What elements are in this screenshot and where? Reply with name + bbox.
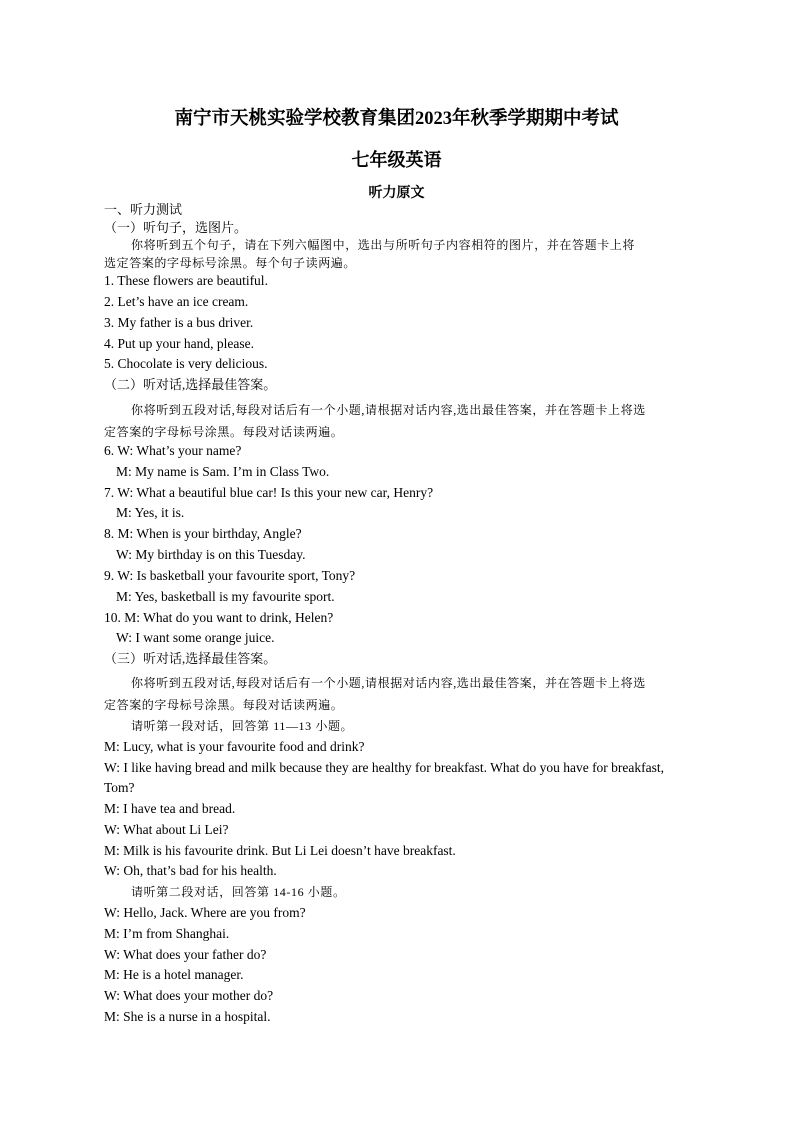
transcript-line: 1. These flowers are beautiful. xyxy=(104,273,268,288)
transcript-line: 请听第二段对话，回答第 14-16 小题。 xyxy=(131,885,346,899)
transcript-line: W: Hello, Jack. Where are you from? xyxy=(104,905,306,920)
transcript-line: M: I’m from Shanghai. xyxy=(104,926,230,941)
transcript-line: 9. W: Is basketball your favourite sport, Tony? xyxy=(104,568,356,583)
transcript-line: M: Lucy, what is your favourite food and drink? xyxy=(104,739,365,754)
transcript-line: （三）听对话,选择最佳答案。 xyxy=(104,651,277,666)
transcript-line: M: She is a nurse in a hospital. xyxy=(104,1009,271,1024)
transcript-line: M: Yes, it is. xyxy=(116,505,185,520)
exam-subtitle: 七年级英语 xyxy=(351,150,442,170)
exam-title: 南宁市天桃实验学校教育集团2023年秋季学期期中考试 xyxy=(174,109,619,129)
transcript-line: 选定答案的字母标号涂黑。每个句子读两遍。 xyxy=(104,256,357,270)
transcript-line: M: I have tea and bread. xyxy=(104,801,236,816)
transcript-line: W: What about Li Lei? xyxy=(104,822,229,837)
transcript-line: W: What does your mother do? xyxy=(104,988,274,1003)
transcript-line: 2. Let’s have an ice cream. xyxy=(104,294,249,309)
transcript-line: （二）听对话,选择最佳答案。 xyxy=(104,377,277,392)
transcript-line: 4. Put up your hand, please. xyxy=(104,336,254,351)
transcript-line: 你将听到五段对话,每段对话后有一个小题,请根据对话内容,选出最佳答案，并在答题卡上将选 xyxy=(131,676,646,690)
transcript-line: M: He is a hotel manager. xyxy=(104,967,244,982)
transcript-line: 你将听到五段对话,每段对话后有一个小题,请根据对话内容,选出最佳答案，并在答题卡上将选 xyxy=(131,403,646,417)
transcript-line: 一、听力测试 xyxy=(104,202,183,217)
transcript-line: 你将听到五个句子，请在下列六幅图中，选出与所听句子内容相符的图片，并在答题卡上将 xyxy=(131,238,636,252)
transcript-line: 定答案的字母标号涂黑。每段对话读两遍。 xyxy=(104,425,344,439)
transcript-line: Tom? xyxy=(104,780,135,795)
transcript-line: 7. W: What a beautiful blue car! Is this your new car, Henry? xyxy=(104,485,434,500)
transcript-line: 3. My father is a bus driver. xyxy=(104,315,254,330)
transcript-line: 定答案的字母标号涂黑。每段对话读两遍。 xyxy=(104,698,344,712)
transcript-line: 请听第一段对话，回答第 11—13 小题。 xyxy=(131,719,354,733)
transcript-line: 8. M: When is your birthday, Angle? xyxy=(104,526,302,541)
transcript-line: M: Yes, basketball is my favourite sport. xyxy=(116,589,335,604)
transcript-line: 10. M: What do you want to drink, Helen? xyxy=(104,610,334,625)
transcript-line: W: I like having bread and milk because they are healthy for breakfast. What do you have for breakfast, xyxy=(104,760,665,775)
transcript-line: 5. Chocolate is very delicious. xyxy=(104,356,268,371)
transcript-line: W: My birthday is on this Tuesday. xyxy=(116,547,306,562)
transcript-line: M: My name is Sam. I’m in Class Two. xyxy=(116,464,330,479)
transcript-line: W: I want some orange juice. xyxy=(116,630,275,645)
transcript-line: （一）听句子，选图片。 xyxy=(104,220,248,235)
transcript-line: 6. W: What’s your name? xyxy=(104,443,242,458)
transcript-line: M: Milk is his favourite drink. But Li Lei doesn’t have breakfast. xyxy=(104,843,456,858)
transcript-line: W: What does your father do? xyxy=(104,947,267,962)
section-heading: 听力原文 xyxy=(368,186,425,201)
transcript-line: W: Oh, that’s bad for his health. xyxy=(104,863,277,878)
